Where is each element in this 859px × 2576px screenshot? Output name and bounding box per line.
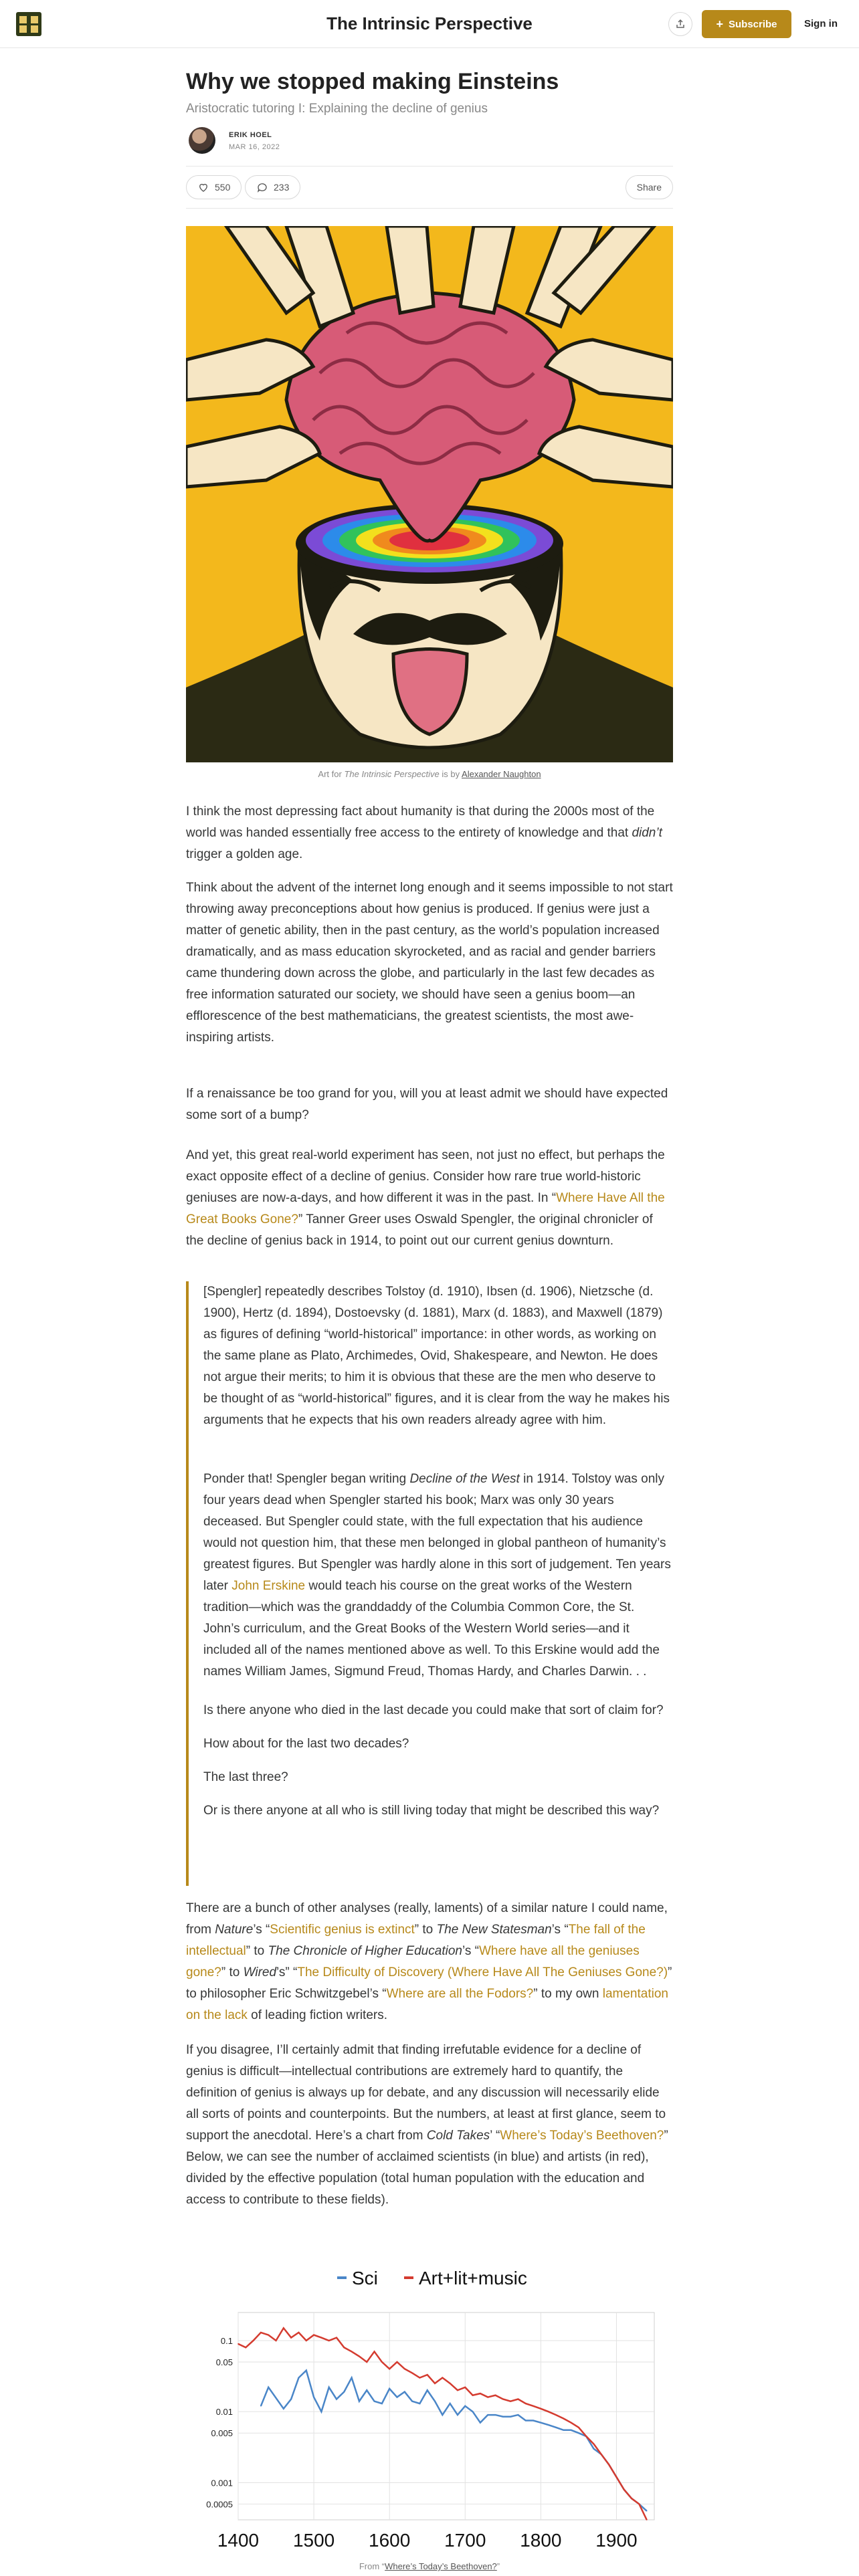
like-count: 550 bbox=[215, 182, 231, 193]
data-point bbox=[472, 2411, 474, 2412]
data-point bbox=[541, 2422, 542, 2424]
paragraph-4 bbox=[186, 1145, 673, 1252]
hero-illustration bbox=[186, 226, 673, 762]
quote-paragraph-5: The last three? bbox=[203, 1770, 288, 1784]
data-point bbox=[268, 2387, 269, 2388]
data-point bbox=[608, 2464, 609, 2466]
p5-text-g: ” to bbox=[221, 1965, 244, 1979]
data-point bbox=[571, 2422, 572, 2424]
wired-title: Wired bbox=[243, 1965, 277, 1979]
plus-icon: + bbox=[716, 17, 723, 31]
data-point bbox=[366, 2389, 367, 2391]
data-point bbox=[313, 2335, 314, 2336]
data-point bbox=[555, 2427, 557, 2428]
legend-label: Sci bbox=[352, 2268, 378, 2288]
x-tick-label: 1700 bbox=[444, 2530, 486, 2551]
data-point bbox=[306, 2340, 307, 2341]
data-point bbox=[533, 2405, 534, 2407]
data-point bbox=[344, 2347, 345, 2348]
data-point bbox=[374, 2351, 375, 2353]
q2-text-c: would teach his course on the great works of the Western tradition—which was the granddaddy of the Columbia Common Core, the St. John’s curriculum, and the Great Books of the Western World series—and it included all of the names mentioned above as well. To this Erskine would add the names William James, Sigmund Freud, Thomas Hardy, and Charles Darwin. . . bbox=[203, 1579, 660, 1679]
data-point bbox=[601, 2454, 602, 2455]
post-actions bbox=[186, 166, 673, 209]
post-subtitle: Aristocratic tutoring I: Explaining the decline of genius bbox=[186, 102, 488, 116]
data-point bbox=[525, 2420, 527, 2422]
data-point bbox=[646, 2510, 648, 2512]
data-point bbox=[389, 2388, 390, 2389]
data-point bbox=[321, 2411, 322, 2412]
data-point bbox=[328, 2387, 330, 2388]
blockquote bbox=[186, 1281, 673, 1886]
x-tick-label: 1600 bbox=[369, 2530, 411, 2551]
post-date: MAR 16, 2022 bbox=[229, 143, 280, 151]
y-tick-label: 0.01 bbox=[215, 2407, 233, 2418]
quote-paragraph-4: How about for the last two decades? bbox=[203, 1737, 409, 1751]
new-statesman-title: The New Statesman bbox=[436, 1923, 552, 1937]
data-point bbox=[411, 2401, 413, 2402]
data-point bbox=[442, 2414, 444, 2416]
p6-text-b: ’ “ bbox=[490, 2129, 500, 2143]
author-avatar[interactable] bbox=[189, 127, 215, 154]
cold-takes-title: Cold Takes bbox=[426, 2129, 490, 2143]
quote-paragraph-6: Or is there anyone at all who is still living today that might be described this way? bbox=[203, 1804, 660, 1818]
data-point bbox=[404, 2391, 405, 2393]
where-have-geniuses-link[interactable]: Where have all the geniuses gone? bbox=[186, 1944, 640, 1979]
data-point bbox=[411, 2373, 413, 2374]
y-tick-label: 0.05 bbox=[215, 2357, 233, 2367]
data-point bbox=[541, 2408, 542, 2409]
data-point bbox=[518, 2399, 519, 2400]
p1-emphasis: didn’t bbox=[632, 826, 662, 840]
data-point bbox=[593, 2444, 595, 2445]
data-point bbox=[344, 2391, 345, 2393]
p5-text-f: ’s “ bbox=[462, 1944, 479, 1958]
data-point bbox=[472, 2395, 474, 2396]
data-point bbox=[639, 2504, 640, 2505]
p5-text-e: ” to bbox=[246, 1944, 268, 1958]
paragraph-1 bbox=[186, 801, 673, 865]
data-point bbox=[502, 2399, 504, 2400]
p1-text-b: trigger a golden age. bbox=[186, 847, 303, 861]
quote-paragraph-2 bbox=[203, 1469, 673, 1688]
data-point bbox=[246, 2347, 247, 2348]
x-tick-label: 1400 bbox=[217, 2530, 260, 2551]
data-point bbox=[290, 2399, 292, 2400]
data-point bbox=[593, 2448, 595, 2450]
y-tick-label: 0.001 bbox=[211, 2478, 233, 2488]
data-point bbox=[510, 2416, 511, 2418]
data-point bbox=[548, 2424, 549, 2426]
data-point bbox=[646, 2519, 648, 2520]
data-point bbox=[237, 2343, 239, 2345]
data-point bbox=[306, 2370, 307, 2371]
data-point bbox=[381, 2403, 383, 2404]
comment-icon bbox=[256, 181, 268, 193]
chart-source-link[interactable]: Where’s Today’s Beethoven? bbox=[385, 2561, 497, 2571]
data-point bbox=[450, 2403, 451, 2404]
data-point bbox=[563, 2418, 564, 2420]
data-point bbox=[359, 2401, 360, 2402]
paragraph-2: Think about the advent of the internet long enough and it seems impossible to not start throwing away preconceptions about how genius is produced. If genius were just a matter of genetic ability, then in the past century, as the world’s population increased dramatically, and as mass education skyrocketed, and as racial and gender barriers came thundering down across the globe, and particularly in the last few decades as free information saturated our society, we should have seen a genius boom—an efflorescence of the best mathematicians, the greatest scientists, the most awe-inspiring artists. bbox=[186, 881, 673, 1045]
genius-decline-chart bbox=[186, 2259, 673, 2557]
data-point bbox=[419, 2403, 421, 2404]
share-label: Share bbox=[636, 182, 662, 193]
data-point bbox=[419, 2377, 421, 2379]
data-point bbox=[298, 2332, 300, 2333]
chart-caption-prefix: From “ bbox=[359, 2561, 385, 2571]
p4-text-b: ” Tanner Greer uses Oswald Spengler, the original chronicler of the decline of genius back in 1914, to point out our current genius downturn. bbox=[186, 1212, 653, 1248]
data-point bbox=[495, 2414, 496, 2416]
paragraph-5 bbox=[186, 1898, 673, 2026]
data-point bbox=[616, 2476, 617, 2478]
todays-beethoven-link[interactable]: Where’s Today’s Beethoven? bbox=[500, 2129, 664, 2143]
legend-label: Art+lit+music bbox=[419, 2268, 527, 2288]
data-point bbox=[495, 2395, 496, 2396]
data-point bbox=[253, 2340, 254, 2341]
data-point bbox=[434, 2383, 436, 2384]
subscribe-label: Subscribe bbox=[728, 18, 777, 30]
data-point bbox=[260, 2332, 262, 2333]
data-point bbox=[260, 2405, 262, 2407]
p5-text-h: ’s” “ bbox=[276, 1965, 298, 1979]
data-point bbox=[502, 2416, 504, 2418]
data-point bbox=[404, 2368, 405, 2369]
data-point bbox=[427, 2374, 428, 2375]
data-point bbox=[283, 2327, 284, 2329]
data-point bbox=[464, 2387, 466, 2388]
data-point bbox=[555, 2414, 557, 2416]
data-point bbox=[525, 2403, 527, 2404]
great-books-link[interactable]: Where Have All the Great Books Gone? bbox=[186, 1191, 665, 1226]
p6-text-a: If you disagree, I’ll certainly admit that finding irrefutable evidence for a decline of genius is difficult—intellectual contributions are extremely hard to quantify, the definition of genius is always up for debate, and any discussion will necessarily elide all sorts of points and counterpoints. But the numbers, at least at first glance, seem to support the anecdotal. Here’s a chart from bbox=[186, 2043, 666, 2143]
chart-caption bbox=[186, 2561, 673, 2571]
site-title[interactable]: The Intrinsic Perspective bbox=[326, 13, 533, 33]
data-point bbox=[336, 2337, 337, 2339]
q2-text-b: in 1914. Tolstoy was only four years dead when Spengler started his book; Marx was only 30 years deceased. But Spengler could state, with the full expectation that his audience would not question him, that these men belonged in global pantheon of humanity’s greatest figures. But Spengler was hardly alone in this sort of judgement. Ten years later bbox=[203, 1472, 671, 1593]
data-point bbox=[276, 2340, 277, 2341]
data-point bbox=[563, 2430, 564, 2431]
data-point bbox=[450, 2383, 451, 2384]
data-point bbox=[442, 2377, 444, 2379]
data-point bbox=[359, 2356, 360, 2357]
y-tick-label: 0.005 bbox=[211, 2428, 233, 2439]
john-erskine-link[interactable]: John Erskine bbox=[231, 1579, 306, 1593]
heart-icon bbox=[197, 181, 209, 193]
y-tick-label: 0.0005 bbox=[206, 2499, 233, 2510]
y-tick-label: 0.1 bbox=[220, 2335, 233, 2346]
data-point bbox=[313, 2397, 314, 2398]
data-point bbox=[351, 2351, 353, 2353]
data-point bbox=[578, 2427, 579, 2428]
like-button[interactable] bbox=[186, 175, 242, 199]
data-point bbox=[427, 2389, 428, 2391]
series-line-sci bbox=[261, 2371, 647, 2511]
p5-text-k: of leading fiction writers. bbox=[247, 2008, 387, 2022]
post-title: Why we stopped making Einsteins bbox=[186, 69, 559, 94]
data-point bbox=[397, 2361, 398, 2363]
data-point bbox=[487, 2397, 488, 2398]
top-bar bbox=[0, 0, 859, 48]
sign-in-link[interactable]: Sign in bbox=[804, 18, 838, 29]
data-point bbox=[397, 2397, 398, 2398]
data-point bbox=[457, 2414, 458, 2416]
chart-caption-suffix: ” bbox=[496, 2561, 500, 2571]
share-button[interactable] bbox=[626, 175, 673, 199]
data-point bbox=[464, 2405, 466, 2407]
data-point bbox=[578, 2432, 579, 2434]
caption-prefix: Art for bbox=[318, 769, 345, 779]
plot-frame bbox=[238, 2313, 654, 2520]
data-point bbox=[480, 2393, 481, 2394]
scientific-genius-link[interactable]: Scientific genius is extinct bbox=[270, 1923, 415, 1937]
data-point bbox=[631, 2498, 632, 2499]
data-point bbox=[434, 2401, 436, 2402]
difficulty-of-discovery-link[interactable]: The Difficulty of Discovery (Where Have All The Geniuses Gone?) bbox=[297, 1965, 668, 1979]
fall-of-intellectual-link[interactable]: The fall of the intellectual bbox=[186, 1923, 646, 1958]
data-point bbox=[624, 2489, 625, 2490]
data-point bbox=[374, 2401, 375, 2402]
data-point bbox=[366, 2361, 367, 2363]
data-point bbox=[585, 2436, 587, 2437]
p1-text-a: I think the most depressing fact about humanity is that during the 2000s most of the world was handed essentially free access to the entirety of knowledge and that bbox=[186, 804, 655, 840]
data-point bbox=[336, 2399, 337, 2400]
p5-text-d: ’s “ bbox=[551, 1923, 569, 1937]
data-point bbox=[487, 2414, 488, 2416]
author-name[interactable]: ERIK HOEL bbox=[229, 131, 272, 139]
byline bbox=[186, 126, 673, 159]
x-tick-label: 1500 bbox=[292, 2530, 335, 2551]
quote-paragraph-3: Is there anyone who died in the last decade you could make that sort of claim for? bbox=[203, 1703, 664, 1717]
p5-text-c: ” to bbox=[414, 1923, 437, 1937]
caption-publication: The Intrinsic Perspective bbox=[344, 769, 440, 779]
paragraph-3: If a renaissance be too grand for you, will you at least admit we should have expected some sort of a bump? bbox=[186, 1087, 668, 1122]
data-point bbox=[548, 2411, 549, 2412]
chart-svg bbox=[186, 2259, 673, 2557]
lamentation-link[interactable]: lamentation on the lack bbox=[186, 1987, 668, 2022]
data-point bbox=[389, 2368, 390, 2369]
series-line-art bbox=[238, 2328, 647, 2520]
x-tick-label: 1900 bbox=[595, 2530, 638, 2551]
share-icon[interactable] bbox=[668, 12, 692, 36]
comment-count: 233 bbox=[274, 182, 290, 193]
data-point bbox=[533, 2420, 534, 2422]
q2-emphasis: Decline of the West bbox=[409, 1472, 520, 1486]
data-point bbox=[290, 2337, 292, 2339]
x-tick-label: 1800 bbox=[520, 2530, 562, 2551]
p4-text-a: And yet, this great real-world experiment has seen, not just no effect, but perhaps the exact opposite effect of a decline of genius. Consider how rare true world-historic geniuses are now-a-days, and how different it was in the past. In “ bbox=[186, 1148, 665, 1205]
artist-link[interactable]: Alexander Naughton bbox=[462, 769, 541, 779]
data-point bbox=[321, 2337, 322, 2339]
data-point bbox=[510, 2401, 511, 2402]
p5-text-j: ” to my own bbox=[533, 1987, 603, 2001]
data-point bbox=[518, 2414, 519, 2416]
comment-button[interactable] bbox=[245, 175, 300, 199]
p5-text-b: ’s “ bbox=[253, 1923, 270, 1937]
data-point bbox=[328, 2340, 330, 2341]
image-caption bbox=[186, 769, 673, 779]
nature-title: Nature bbox=[215, 1923, 254, 1937]
q2-text-a: Ponder that! Spengler began writing bbox=[203, 1472, 410, 1486]
caption-middle: is by bbox=[439, 769, 462, 779]
p5-text-i: ” to philosopher Eric Schwitzgebel’s “ bbox=[186, 1965, 672, 2001]
data-point bbox=[480, 2422, 481, 2424]
data-point bbox=[268, 2335, 269, 2336]
subscribe-button[interactable] bbox=[702, 10, 791, 38]
chronicle-title: The Chronicle of Higher Education bbox=[268, 1944, 462, 1958]
p5-text-a: There are a bunch of other analyses (really, laments) of a similar nature I could name, from bbox=[186, 1901, 668, 1937]
data-point bbox=[351, 2377, 353, 2379]
data-point bbox=[381, 2361, 383, 2363]
data-point bbox=[283, 2408, 284, 2409]
data-point bbox=[457, 2389, 458, 2391]
p6-text-c: ” Below, we can see the number of acclaimed scientists (in blue) and artists (in red), divided by the effective population (total human population with the education and access to contribute to these fields). bbox=[186, 2129, 668, 2207]
fodors-link[interactable]: Where are all the Fodors? bbox=[386, 1987, 534, 2001]
data-point bbox=[571, 2430, 572, 2431]
paragraph-6 bbox=[186, 2040, 673, 2211]
quote-paragraph-1: [Spengler] repeatedly describes Tolstoy (d. 1910), Ibsen (d. 1906), Nietzsche (d. 1900), Hertz (d. 1894), Dostoevsky (d. 1881), Marx (d. 1883), and Maxwell (1879) as figures of defining “world-historical” importance: in other words, as working on the same plane as Plato, Archimedes, Ovid, Shakespeare, and Newton. He does not argue their merits; to him it is obvious that these are the men who deserve to be thought of as “world-historical” figures, and it is clear from the way he makes his arguments that he expects that his own readers already agree with him. bbox=[203, 1285, 670, 1427]
data-point bbox=[298, 2377, 300, 2379]
